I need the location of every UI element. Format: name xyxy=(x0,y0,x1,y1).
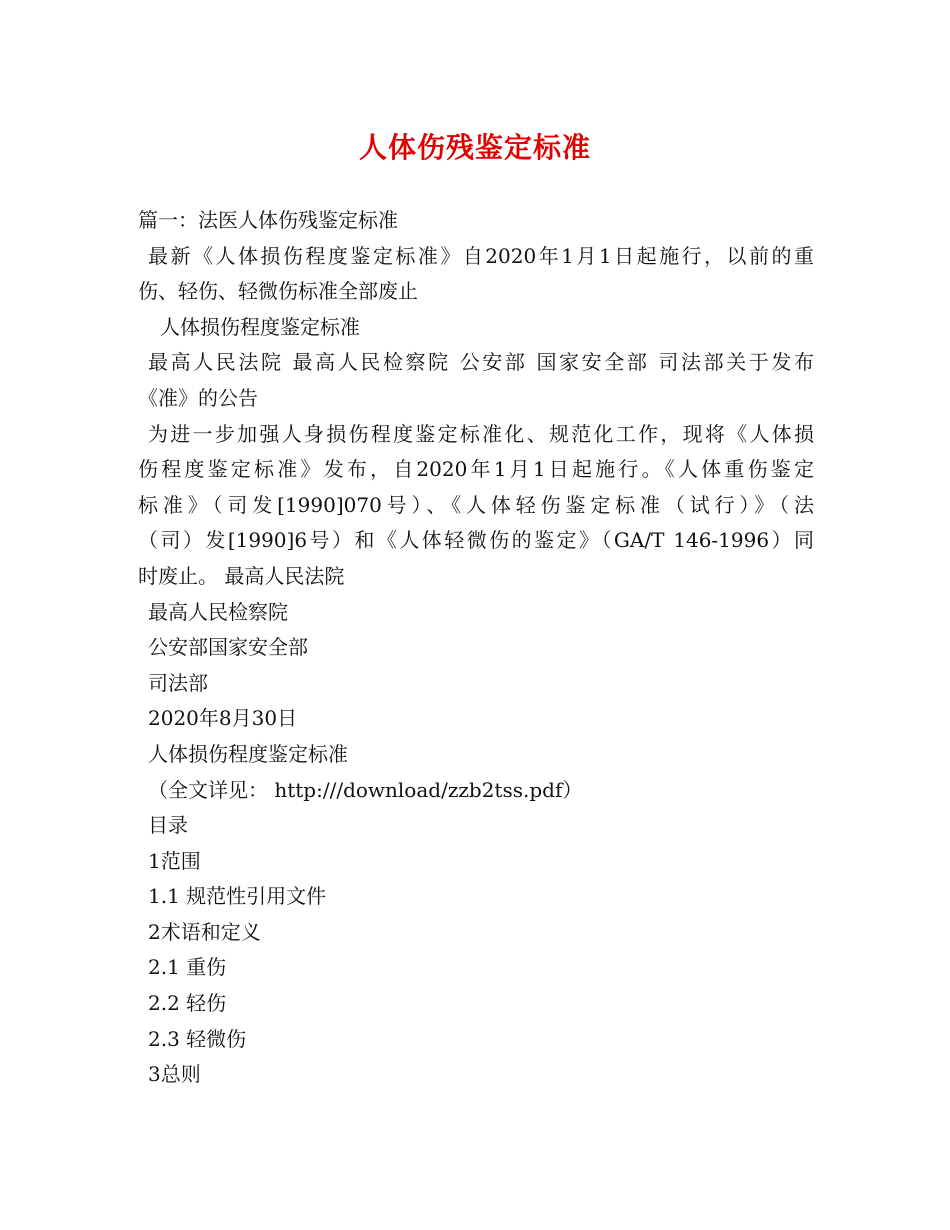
paragraph-line: 最新《人体损伤程度鉴定标准》自2020年1月1日起施行，以前的重 xyxy=(148,243,814,268)
paragraph-line: 伤、轻伤、轻微伤标准全部废止 xyxy=(138,279,418,304)
subtitle-line: 人体损伤程度鉴定标准 xyxy=(148,741,348,766)
document-body xyxy=(138,203,814,1093)
toc-item: 2.3 轻微伤 xyxy=(148,1026,247,1051)
paragraph-line: 伤程度鉴定标准》发布，自2020年1月1日起施行。《人体重伤鉴定 xyxy=(138,457,814,482)
toc-item: 2.1 重伤 xyxy=(148,955,227,980)
toc-item: 2.2 轻伤 xyxy=(148,991,227,1016)
paragraph-line: 最高人民法院 最高人民检察院 公安部 国家安全部 司法部关于发布 xyxy=(148,350,814,375)
document-title: 人体伤残鉴定标准 xyxy=(358,131,591,164)
signatory-line: 公安部国家安全部 xyxy=(148,635,308,660)
toc-heading: 目录 xyxy=(148,813,188,838)
paragraph-line: 《准》的公告 xyxy=(138,385,258,410)
date-line: 2020年8月30日 xyxy=(148,706,298,731)
reference-line: （全文详见： http:///download/zzb2tss.pdf） xyxy=(148,777,583,802)
toc-item: 1.1 规范性引用文件 xyxy=(148,884,327,909)
section-heading: 篇一：法医人体伤残鉴定标准 xyxy=(138,208,398,232)
paragraph-line: 标准》（司发[1990]070号）、《人体轻伤鉴定标准（试行）》（法 xyxy=(138,492,814,517)
toc-item: 3总则 xyxy=(148,1062,201,1087)
signatory-line: 司法部 xyxy=(148,670,208,695)
paragraph-line: （司）发[1990]6号）和《人体轻微伤的鉴定》（GA/T 146-1996）同 xyxy=(138,528,814,553)
toc-item: 1范围 xyxy=(148,848,201,873)
paragraph-line: 为进一步加强人身损伤程度鉴定标准化、规范化工作，现将《人体损 xyxy=(148,421,814,446)
subtitle-line: 人体损伤程度鉴定标准 xyxy=(160,314,360,339)
paragraph-line: 时废止。 最高人民法院 xyxy=(138,563,345,588)
signatory-line: 最高人民检察院 xyxy=(148,599,288,624)
toc-item: 2术语和定义 xyxy=(148,919,261,944)
